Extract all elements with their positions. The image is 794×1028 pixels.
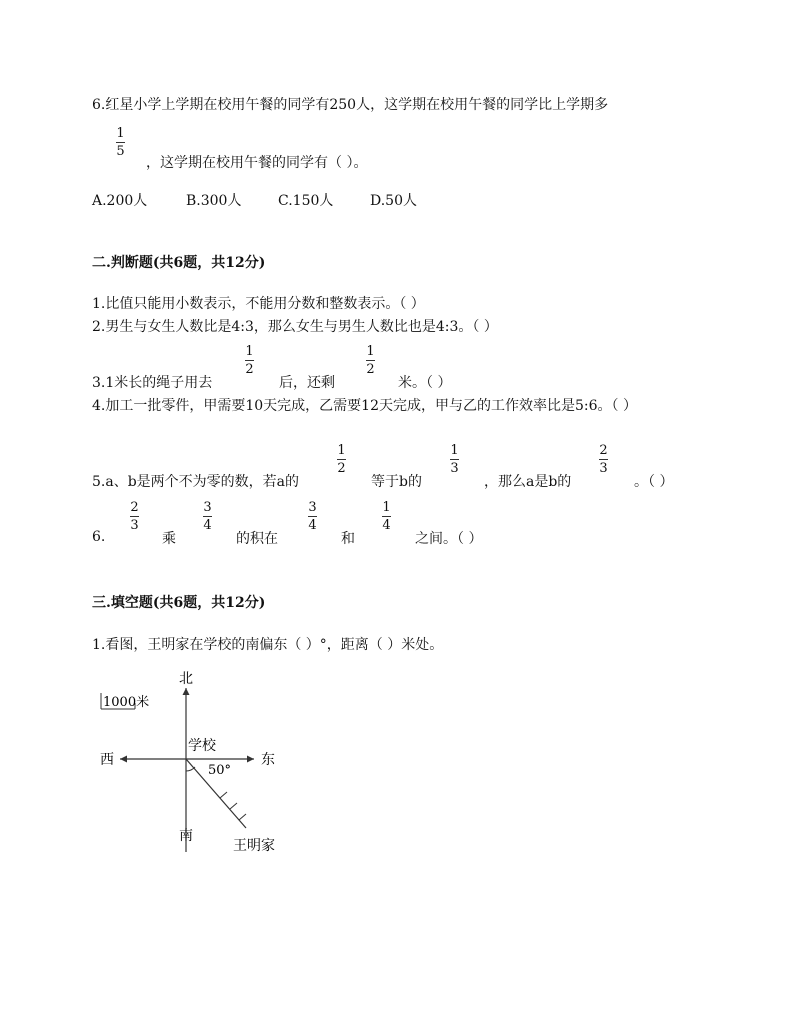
west-label: 西 [100,752,114,768]
question-text: 乘 [162,531,176,547]
north-label: 北 [179,671,193,687]
school-label: 学校 [188,738,216,754]
question-text: 6. [92,529,106,545]
fraction [245,344,254,377]
numerator: 1 [366,344,375,359]
fraction [450,443,459,476]
fraction [337,443,346,476]
option-b: B.300人 [186,193,242,209]
fraction [599,443,608,476]
option-a: A.200人 [92,193,148,209]
numerator: 1 [116,126,125,141]
home-label: 王明家 [233,838,275,854]
denominator: 2 [366,362,375,377]
tick-mark [220,792,227,798]
tick-mark [239,814,246,820]
scale-label: 1000米 [103,695,150,710]
question-text: 1.看图，王明家在学校的南偏东（ ）°，距离（ ）米处。 [92,637,444,653]
question-text: 。（ ） [634,474,674,490]
south-label: 南 [179,828,193,844]
question-text: 3.1米长的绳子用去 [92,375,213,391]
section-title: 三.填空题(共6题，共12分) [92,595,266,611]
question-text: 2.男生与女生人数比是4:3，那么女生与男生人数比也是4:3。（ ） [92,319,498,335]
question-text: 5.a、b是两个不为零的数，若a的 [92,474,300,490]
denominator: 2 [245,362,254,377]
question-text: ，那么a是b的 [484,474,572,490]
east-label: 东 [261,752,275,768]
denominator: 3 [130,518,139,533]
numerator: 1 [337,443,346,458]
question-text: 米。（ ） [398,375,452,391]
fraction [308,500,317,533]
denominator: 3 [450,461,459,476]
question-text: 1.比值只能用小数表示，不能用分数和整数表示。（ ） [92,296,425,312]
denominator: 2 [337,461,346,476]
fraction [130,500,139,533]
question-text: 后，还剩 [279,375,335,391]
tick-mark [230,803,237,809]
numerator: 3 [203,500,212,515]
section-title: 二.判断题(共6题，共12分) [92,255,266,271]
fraction [382,500,391,533]
numerator: 1 [382,500,391,515]
denominator: 5 [116,144,125,159]
numerator: 1 [245,344,254,359]
question-text: 4.加工一批零件，甲需要10天完成，乙需要12天完成，甲与乙的工作效率比是5:6。（ ） [92,398,637,414]
denominator: 4 [382,518,391,533]
question-text: 等于b的 [371,474,422,490]
denominator: 4 [203,518,212,533]
option-c: C.150人 [278,193,334,209]
angle-label: 50° [208,763,232,778]
question-text: 和 [341,531,355,547]
denominator: 4 [308,518,317,533]
question-text: ，这学期在校用午餐的同学有（ ）。 [146,155,368,171]
question-text: 之间。（ ） [415,531,483,547]
direction-diagram [90,668,330,858]
numerator: 2 [130,500,139,515]
numerator: 3 [308,500,317,515]
question-text: 的积在 [236,531,278,547]
option-d: D.50人 [370,193,417,209]
fraction [116,126,125,159]
numerator: 2 [599,443,608,458]
question-text: 6.红星小学上学期在校用午餐的同学有250人，这学期在校用午餐的同学比上学期多 [92,97,609,113]
denominator: 3 [599,461,608,476]
fraction [203,500,212,533]
fraction [366,344,375,377]
numerator: 1 [450,443,459,458]
